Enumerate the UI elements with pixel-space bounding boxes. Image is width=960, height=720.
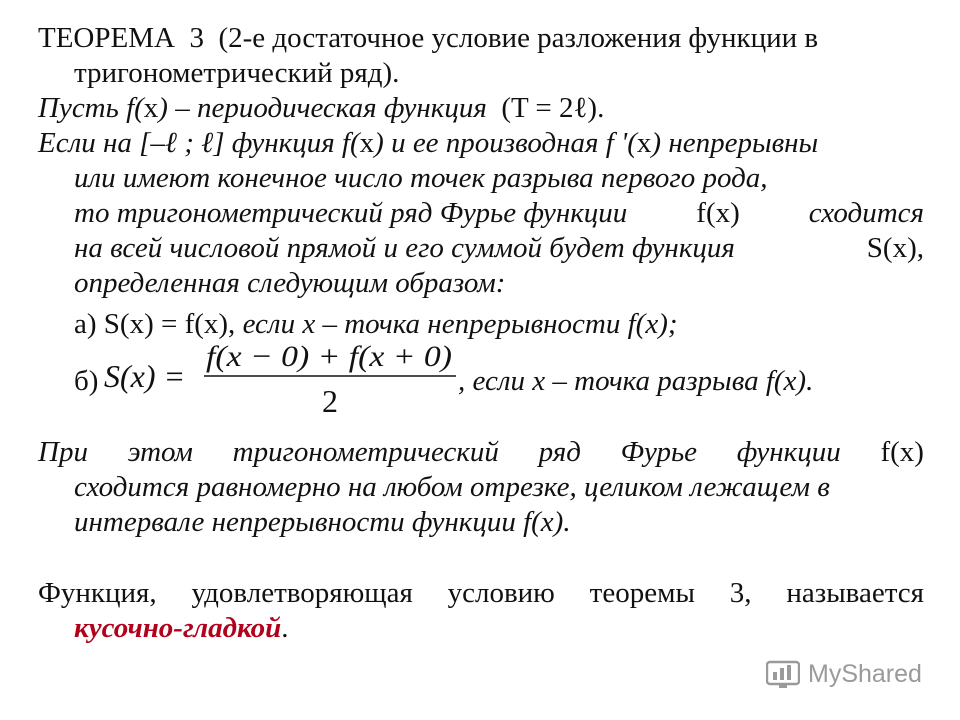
word: функции: [736, 436, 841, 468]
case-a-label: а): [74, 308, 97, 340]
statement-line2: [38, 127, 924, 159]
statement-line5: [74, 232, 924, 264]
theorem-heading: [38, 22, 924, 54]
watermark: [766, 656, 922, 692]
watermark-text: MyShared: [808, 659, 922, 688]
statement-fourier-series: то тригонометрический ряд Фурье функции: [74, 197, 628, 229]
theorem-number: 3: [189, 22, 204, 54]
word: Функция,: [38, 577, 157, 609]
func-fx: f(x): [696, 197, 740, 229]
theorem-title-line2: тригонометрический ряд).: [74, 57, 400, 89]
case-a-expression: S(x) = f(x),: [103, 308, 236, 340]
statement-periodic: ) – периодическая функция: [158, 92, 487, 124]
period-T: (T = 2ℓ).: [501, 92, 605, 124]
case-b-label: б): [74, 365, 99, 397]
statement-line4: [74, 197, 924, 229]
statement-pusts: Пусть f(: [38, 92, 144, 124]
word: ряд: [538, 436, 581, 468]
definition-line2: [74, 612, 924, 644]
term-piecewise-smooth: кусочно-гладкой: [74, 612, 282, 644]
word: теоремы: [589, 577, 695, 609]
statement-continuous: ) непрерывны: [651, 127, 819, 159]
case-b-text: , если x – точка разрыва f(x).: [458, 365, 814, 397]
case-a: [74, 308, 924, 340]
formula-denominator: 2: [322, 383, 338, 418]
formula-lhs: S(x) =: [104, 358, 186, 394]
word: При: [38, 436, 88, 468]
formula-numerator: f(x − 0) + f(x + 0): [206, 340, 453, 373]
uniform-line3: интервале непрерывности функции f(x).: [74, 506, 571, 538]
var-x: x: [636, 127, 652, 159]
word: удовлетворяющая: [191, 577, 413, 609]
case-a-text: если x – точка непрерывности f(x);: [242, 308, 678, 340]
word: Фурье: [620, 436, 698, 468]
slides-logo-icon: [766, 659, 800, 689]
word: условию: [447, 577, 555, 609]
word: этом: [127, 436, 193, 468]
func-fx: f(x): [880, 436, 924, 468]
case-b-formula: [100, 338, 460, 418]
uniform-line2: сходится равномерно на любом отрезке, целиком лежащем в: [74, 471, 830, 503]
func-Sx: S(x),: [866, 232, 924, 264]
var-x: x: [359, 127, 375, 159]
theorem-title-line1: (2-е достаточное условие разложения функции в: [218, 22, 819, 54]
statement-line1: [38, 92, 924, 124]
definition-period: .: [281, 612, 289, 644]
definition-line1: [38, 577, 924, 609]
statement-real-line: на всей числовой прямой и его суммой будет функция: [74, 232, 735, 264]
word: 3,: [729, 577, 752, 609]
statement-converges: сходится: [808, 197, 924, 229]
uniform-line1: [38, 436, 924, 468]
statement-if-on: Если на [–ℓ ; ℓ] функция f(: [38, 127, 360, 159]
word: тригонометрический: [232, 436, 499, 468]
statement-line6: определенная следующим образом:: [74, 267, 506, 299]
statement-derivative: ) и ее производная f '(: [374, 127, 637, 159]
theorem-label: ТЕОРЕМА: [38, 22, 175, 54]
statement-line3: или имеют конечное число точек разрыва первого рода,: [74, 162, 768, 194]
word: называется: [786, 577, 924, 609]
var-x: x: [143, 92, 159, 124]
